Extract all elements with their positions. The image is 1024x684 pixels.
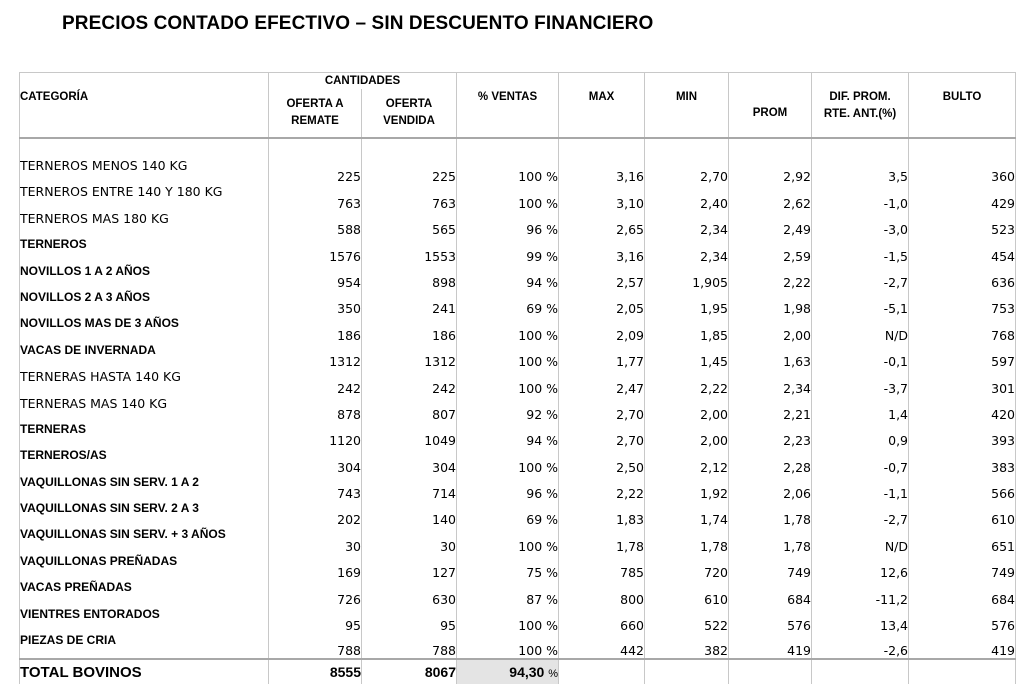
bulto-cell: 768	[909, 316, 1016, 342]
min-cell: 1,78	[645, 527, 729, 553]
total-oferta: 8555	[269, 659, 362, 684]
page-title: PRECIOS CONTADO EFECTIVO – SIN DESCUENTO FINANCIERO	[62, 13, 654, 34]
header-ventas: % VENTAS	[457, 89, 559, 138]
min-cell: 1,92	[645, 475, 729, 501]
ventas-cell: 75 %	[457, 554, 559, 580]
min-cell: 2,40	[645, 184, 729, 210]
bulto-cell: 636	[909, 264, 1016, 290]
table-row	[20, 290, 1016, 316]
ventas-cell: 69 %	[457, 290, 559, 316]
min-cell: 2,22	[645, 369, 729, 395]
oferta-cell: 878	[269, 396, 362, 422]
ventas-cell: 100 %	[457, 158, 559, 184]
category-cell: VACAS PREÑADAS	[20, 580, 269, 606]
category-cell: TERNEROS	[20, 237, 269, 263]
vendida-cell: 898	[362, 264, 457, 290]
table-row	[20, 184, 1016, 210]
max-cell: 2,22	[559, 475, 645, 501]
max-cell: 785	[559, 554, 645, 580]
ventas-cell: 100 %	[457, 369, 559, 395]
vendida-cell: 714	[362, 475, 457, 501]
ventas-cell: 100 %	[457, 527, 559, 553]
table-row	[20, 264, 1016, 290]
table-row	[20, 448, 1016, 474]
dif-cell: -1,0	[812, 184, 909, 210]
vendida-cell: 225	[362, 158, 457, 184]
category-cell: VAQUILLONAS PREÑADAS	[20, 554, 269, 580]
min-cell: 2,00	[645, 422, 729, 448]
prom-cell: 2,34	[729, 369, 812, 395]
table-row	[20, 422, 1016, 448]
max-cell: 1,77	[559, 343, 645, 369]
bulto-cell: 684	[909, 580, 1016, 606]
vendida-cell: 565	[362, 211, 457, 237]
category-cell: NOVILLOS 1 A 2 AÑOS	[20, 264, 269, 290]
ventas-cell: 69 %	[457, 501, 559, 527]
category-cell: VAQUILLONAS SIN SERV. 2 A 3	[20, 501, 269, 527]
ventas-cell: 100 %	[457, 607, 559, 633]
max-cell: 2,05	[559, 290, 645, 316]
bulto-cell: 393	[909, 422, 1016, 448]
category-cell: PIEZAS DE CRIA	[20, 633, 269, 659]
prom-cell: 419	[729, 633, 812, 659]
min-cell: 382	[645, 633, 729, 659]
oferta-cell: 304	[269, 448, 362, 474]
category-cell: VIENTRES ENTORADOS	[20, 607, 269, 633]
bulto-cell: 597	[909, 343, 1016, 369]
dif-cell: 13,4	[812, 607, 909, 633]
vendida-cell: 30	[362, 527, 457, 553]
ventas-cell: 100 %	[457, 343, 559, 369]
header-oferta-vendida: OFERTA VENDIDA	[362, 89, 457, 138]
vendida-cell: 186	[362, 316, 457, 342]
bulto-cell: 429	[909, 184, 1016, 210]
max-cell: 2,70	[559, 422, 645, 448]
category-cell: TERNEROS MENOS 140 KG	[20, 158, 269, 184]
prom-cell: 2,00	[729, 316, 812, 342]
min-cell: 2,34	[645, 237, 729, 263]
dif-cell: -1,1	[812, 475, 909, 501]
table-row	[20, 475, 1016, 501]
table-row	[20, 369, 1016, 395]
category-cell: TERNEROS/AS	[20, 448, 269, 474]
oferta-cell: 225	[269, 158, 362, 184]
oferta-cell: 30	[269, 527, 362, 553]
min-cell: 610	[645, 580, 729, 606]
min-cell: 1,74	[645, 501, 729, 527]
max-cell: 442	[559, 633, 645, 659]
max-cell: 660	[559, 607, 645, 633]
table-row	[20, 158, 1016, 184]
table-row	[20, 580, 1016, 606]
table-row	[20, 396, 1016, 422]
table-row	[20, 211, 1016, 237]
dif-cell: -2,7	[812, 501, 909, 527]
category-cell: VACAS DE INVERNADA	[20, 343, 269, 369]
header-bulto: BULTO	[909, 89, 1016, 138]
dif-cell: 0,9	[812, 422, 909, 448]
prom-cell: 2,21	[729, 396, 812, 422]
bulto-cell: 454	[909, 237, 1016, 263]
min-cell: 1,85	[645, 316, 729, 342]
header-row	[20, 89, 1016, 138]
max-cell: 3,16	[559, 158, 645, 184]
dif-cell: N/D	[812, 316, 909, 342]
prom-cell: 2,49	[729, 211, 812, 237]
oferta-cell: 242	[269, 369, 362, 395]
table-row	[20, 633, 1016, 659]
category-cell: TERNERAS	[20, 422, 269, 448]
min-cell: 2,34	[645, 211, 729, 237]
category-cell: TERNEROS ENTRE 140 Y 180 KG	[20, 184, 269, 210]
header-categoria: CATEGORÍA	[20, 89, 269, 138]
table-row	[20, 343, 1016, 369]
dif-cell: 3,5	[812, 158, 909, 184]
prom-cell: 2,59	[729, 237, 812, 263]
bulto-cell: 419	[909, 633, 1016, 659]
vendida-cell: 95	[362, 607, 457, 633]
vendida-cell: 788	[362, 633, 457, 659]
prom-cell: 1,98	[729, 290, 812, 316]
ventas-cell: 100 %	[457, 633, 559, 659]
max-cell: 1,83	[559, 501, 645, 527]
oferta-cell: 202	[269, 501, 362, 527]
category-cell: VAQUILLONAS SIN SERV. 1 A 2	[20, 475, 269, 501]
bulto-cell: 753	[909, 290, 1016, 316]
oferta-cell: 95	[269, 607, 362, 633]
table-row	[20, 527, 1016, 553]
vendida-cell: 241	[362, 290, 457, 316]
spacer-row	[20, 142, 1016, 158]
bulto-cell: 576	[909, 607, 1016, 633]
header-cantidades: CANTIDADES	[269, 73, 457, 90]
dif-cell: -3,0	[812, 211, 909, 237]
table-row	[20, 501, 1016, 527]
min-cell: 720	[645, 554, 729, 580]
bulto-cell: 301	[909, 369, 1016, 395]
vendida-cell: 1049	[362, 422, 457, 448]
category-cell: TERNERAS MAS 140 KG	[20, 396, 269, 422]
prom-cell: 2,92	[729, 158, 812, 184]
bulto-cell: 651	[909, 527, 1016, 553]
header-min: MIN	[645, 89, 729, 138]
header-oferta-remate: OFERTA A REMATE	[269, 89, 362, 138]
header-prom: PROM	[729, 89, 812, 138]
bulto-cell: 566	[909, 475, 1016, 501]
vendida-cell: 127	[362, 554, 457, 580]
oferta-cell: 1576	[269, 237, 362, 263]
max-cell: 3,16	[559, 237, 645, 263]
total-vendida: 8067	[362, 659, 457, 684]
min-cell: 1,905	[645, 264, 729, 290]
prom-cell: 2,06	[729, 475, 812, 501]
max-cell: 2,50	[559, 448, 645, 474]
dif-cell: -1,5	[812, 237, 909, 263]
prom-cell: 684	[729, 580, 812, 606]
table-row	[20, 237, 1016, 263]
prom-cell: 576	[729, 607, 812, 633]
dif-cell: -0,1	[812, 343, 909, 369]
category-cell: TERNERAS HASTA 140 KG	[20, 369, 269, 395]
prom-cell: 2,23	[729, 422, 812, 448]
vendida-cell: 807	[362, 396, 457, 422]
total-row	[20, 659, 1016, 684]
max-cell: 2,47	[559, 369, 645, 395]
oferta-cell: 350	[269, 290, 362, 316]
dif-cell: -2,6	[812, 633, 909, 659]
min-cell: 1,95	[645, 290, 729, 316]
max-cell: 800	[559, 580, 645, 606]
max-cell: 3,10	[559, 184, 645, 210]
bulto-cell: 383	[909, 448, 1016, 474]
min-cell: 2,00	[645, 396, 729, 422]
vendida-cell: 242	[362, 369, 457, 395]
prom-cell: 1,78	[729, 501, 812, 527]
max-cell: 2,65	[559, 211, 645, 237]
min-cell: 522	[645, 607, 729, 633]
dif-cell: 1,4	[812, 396, 909, 422]
min-cell: 1,45	[645, 343, 729, 369]
header-dif-prom: DIF. PROM. RTE. ANT.(%)	[812, 89, 909, 138]
category-cell: TERNEROS MAS 180 KG	[20, 211, 269, 237]
ventas-cell: 94 %	[457, 264, 559, 290]
vendida-cell: 140	[362, 501, 457, 527]
max-cell: 2,57	[559, 264, 645, 290]
vendida-cell: 1553	[362, 237, 457, 263]
oferta-cell: 186	[269, 316, 362, 342]
min-cell: 2,12	[645, 448, 729, 474]
bulto-cell: 360	[909, 158, 1016, 184]
ventas-cell: 100 %	[457, 184, 559, 210]
dif-cell: -5,1	[812, 290, 909, 316]
ventas-cell: 96 %	[457, 211, 559, 237]
ventas-cell: 92 %	[457, 396, 559, 422]
bulto-cell: 420	[909, 396, 1016, 422]
max-cell: 2,70	[559, 396, 645, 422]
oferta-cell: 726	[269, 580, 362, 606]
vendida-cell: 763	[362, 184, 457, 210]
prom-cell: 2,22	[729, 264, 812, 290]
bulto-cell: 523	[909, 211, 1016, 237]
dif-cell: N/D	[812, 527, 909, 553]
oferta-cell: 954	[269, 264, 362, 290]
prom-cell: 749	[729, 554, 812, 580]
prom-cell: 1,78	[729, 527, 812, 553]
bulto-cell: 610	[909, 501, 1016, 527]
max-cell: 1,78	[559, 527, 645, 553]
ventas-cell: 100 %	[457, 316, 559, 342]
oferta-cell: 743	[269, 475, 362, 501]
prom-cell: 2,28	[729, 448, 812, 474]
oferta-cell: 1120	[269, 422, 362, 448]
bulto-cell: 749	[909, 554, 1016, 580]
dif-cell: -3,7	[812, 369, 909, 395]
prom-cell: 2,62	[729, 184, 812, 210]
oferta-cell: 588	[269, 211, 362, 237]
oferta-cell: 763	[269, 184, 362, 210]
ventas-cell: 96 %	[457, 475, 559, 501]
table-row	[20, 554, 1016, 580]
oferta-cell: 788	[269, 633, 362, 659]
header-max: MAX	[559, 89, 645, 138]
header-group-row	[20, 73, 1016, 90]
total-label: TOTAL BOVINOS	[20, 659, 269, 684]
category-cell: NOVILLOS 2 A 3 AÑOS	[20, 290, 269, 316]
ventas-cell: 87 %	[457, 580, 559, 606]
prom-cell: 1,63	[729, 343, 812, 369]
dif-cell: -11,2	[812, 580, 909, 606]
table-row	[20, 607, 1016, 633]
ventas-cell: 99 %	[457, 237, 559, 263]
dif-cell: -0,7	[812, 448, 909, 474]
oferta-cell: 169	[269, 554, 362, 580]
table-row	[20, 316, 1016, 342]
vendida-cell: 630	[362, 580, 457, 606]
min-cell: 2,70	[645, 158, 729, 184]
ventas-cell: 94 %	[457, 422, 559, 448]
category-cell: VAQUILLONAS SIN SERV. + 3 AÑOS	[20, 527, 269, 553]
prices-table	[19, 72, 1016, 684]
dif-cell: -2,7	[812, 264, 909, 290]
dif-cell: 12,6	[812, 554, 909, 580]
category-cell: NOVILLOS MAS DE 3 AÑOS	[20, 316, 269, 342]
oferta-cell: 1312	[269, 343, 362, 369]
ventas-cell: 100 %	[457, 448, 559, 474]
vendida-cell: 304	[362, 448, 457, 474]
vendida-cell: 1312	[362, 343, 457, 369]
max-cell: 2,09	[559, 316, 645, 342]
total-ventas: 94,30 %	[457, 659, 559, 684]
